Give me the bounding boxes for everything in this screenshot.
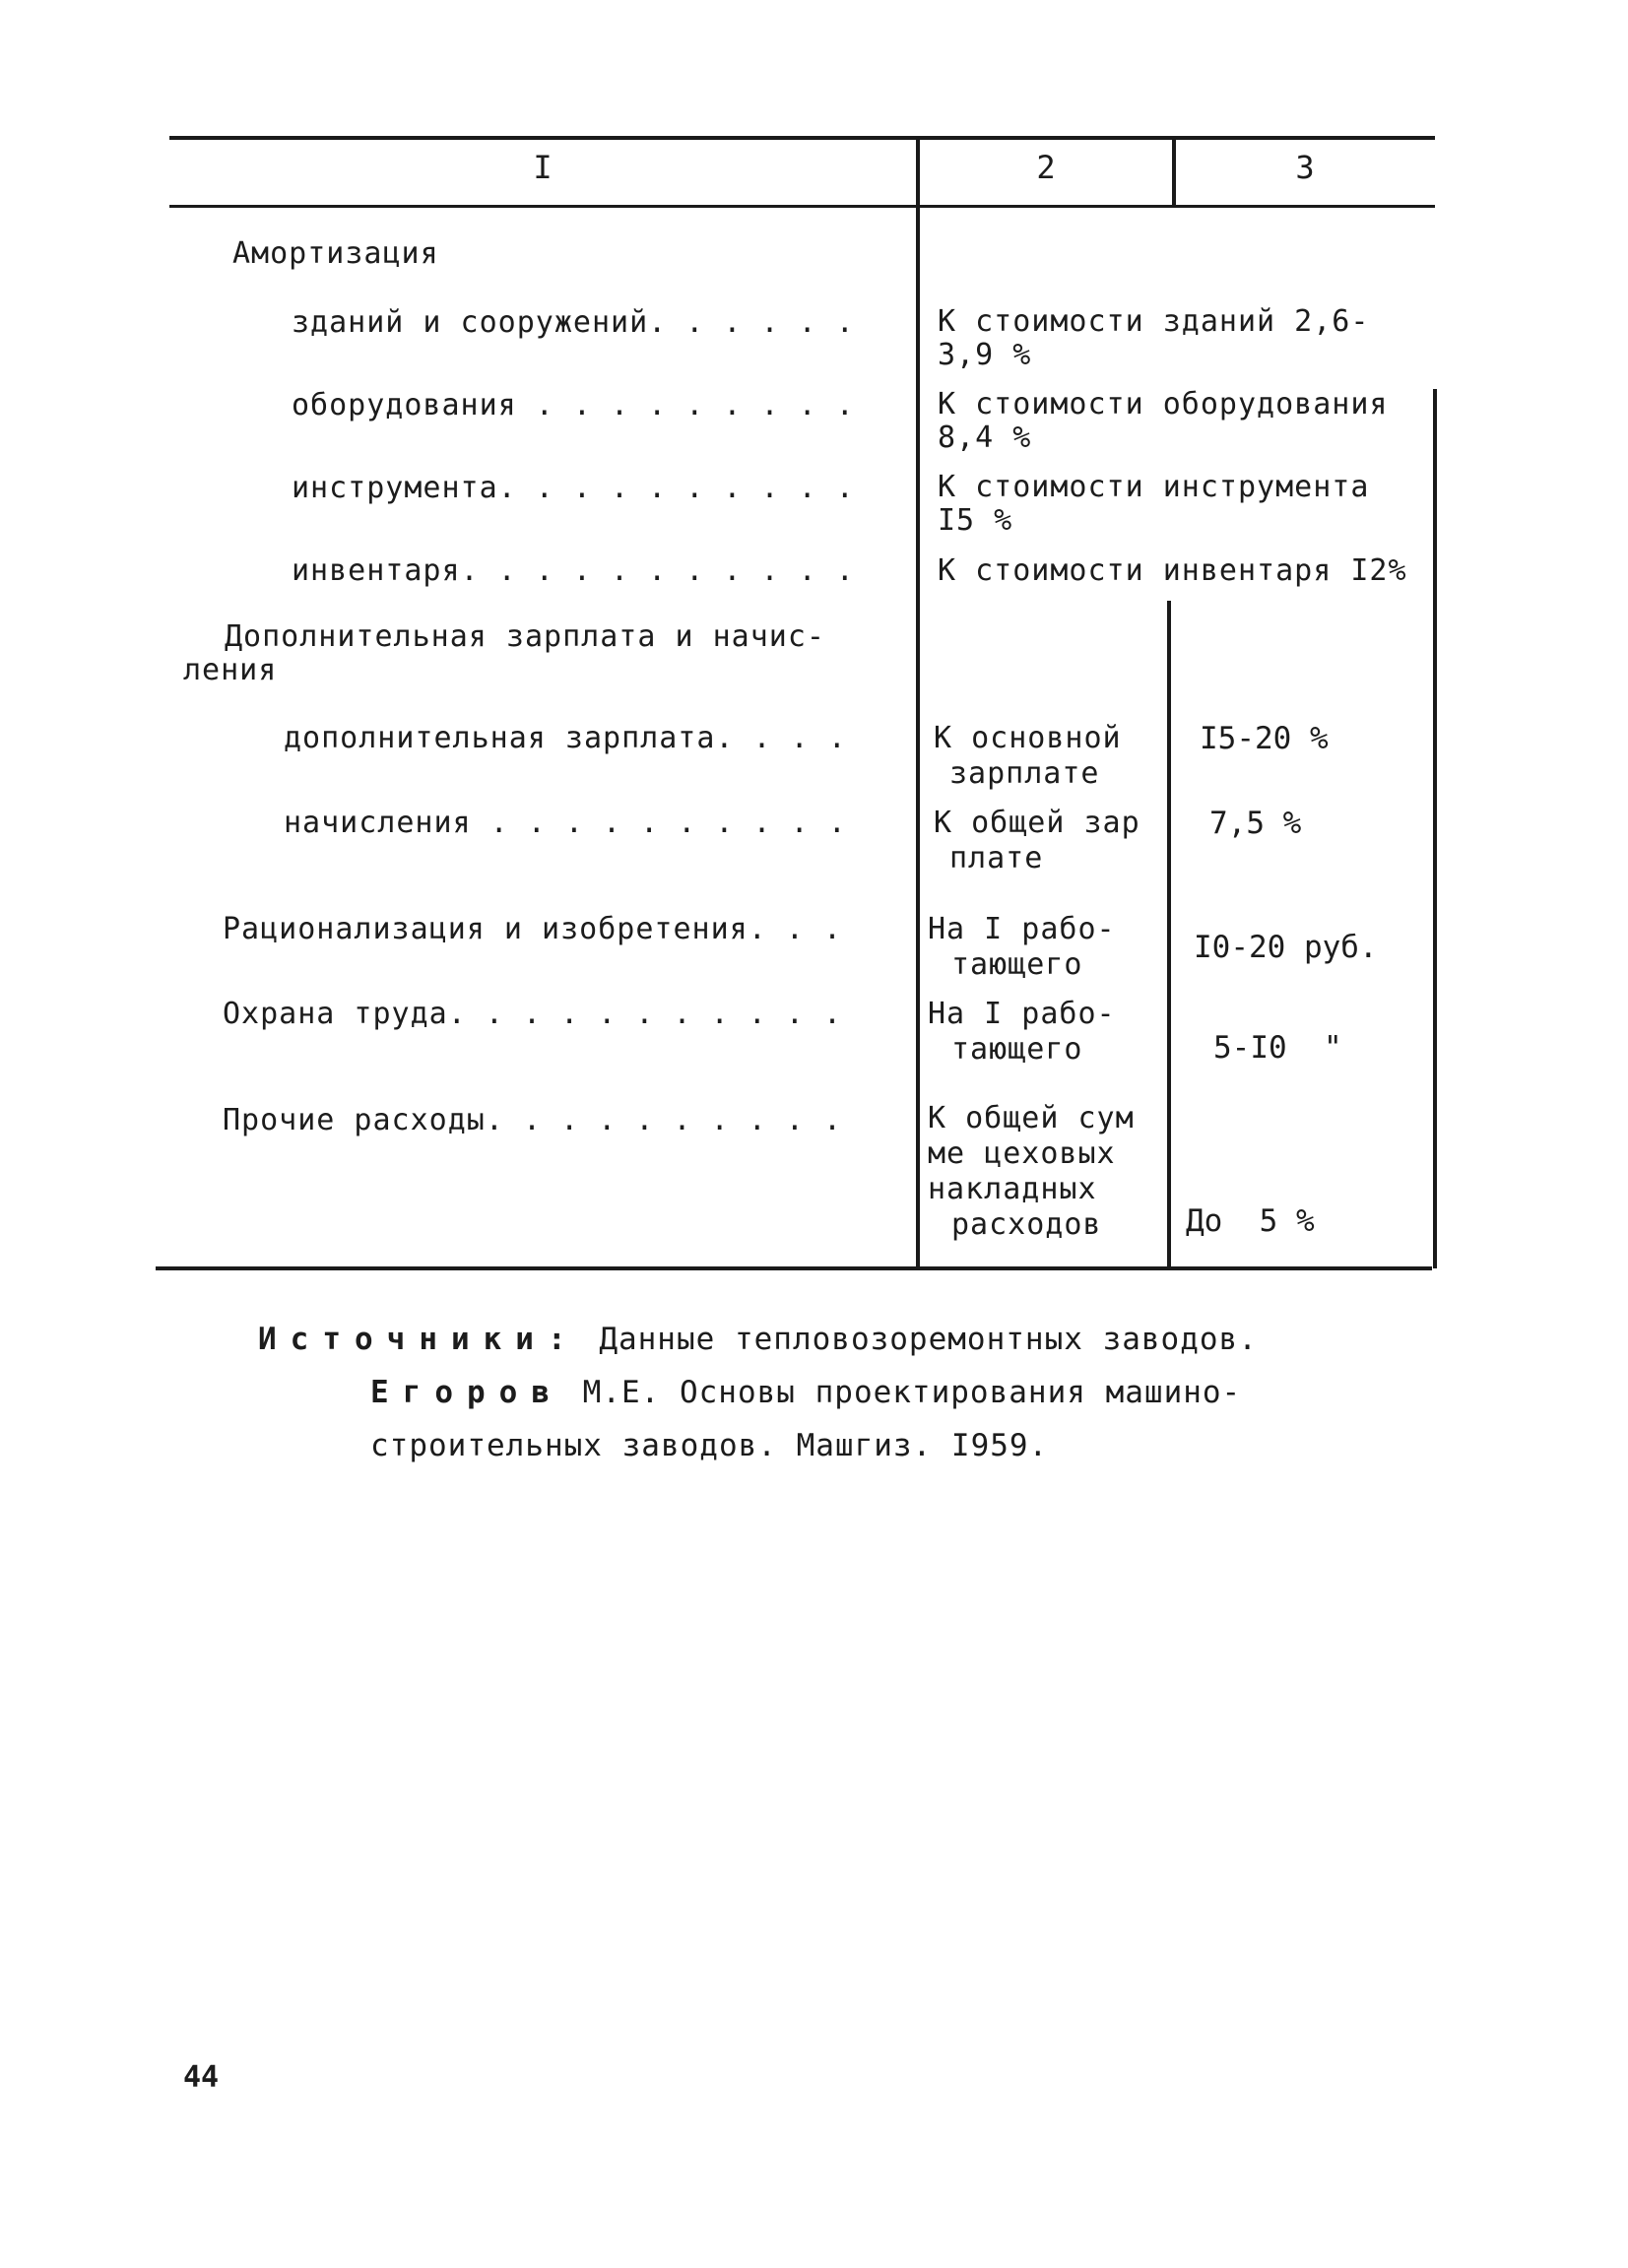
row-name-rationalization: Рационализация и изобретения. . . (223, 912, 843, 946)
row-basis-equipment: К стоимости оборудования 8,4 % (938, 387, 1389, 455)
row-value-other-expenses: До 5 % (1186, 1203, 1315, 1239)
row-value-labor-safety: 5-I0 " (1213, 1030, 1342, 1066)
row-name-labor-safety: Охрана труда. . . . . . . . . . . (223, 997, 843, 1031)
section-label-extra-pay: Дополнительная зарплата и начис- ления (183, 619, 825, 687)
column-header-3: 3 (1295, 149, 1315, 186)
row-basis-buildings: К стоимости зданий 2,6- 3,9 % (938, 304, 1370, 372)
page-number: 44 (183, 2060, 220, 2095)
row-name-other-expenses: Прочие расходы. . . . . . . . . . (223, 1103, 843, 1137)
row-basis-charges: К общей зар плате (934, 806, 1140, 875)
row-basis-other-expenses: К общей сум ме цеховых накладных расходов (928, 1101, 1135, 1242)
row-basis-tools: К стоимости инструмента I5 % (938, 470, 1370, 538)
row-name-charges: начисления . . . . . . . . . . (284, 806, 847, 840)
column-1-divider (916, 136, 920, 1268)
row-name-buildings: зданий и сооружений. . . . . . (292, 305, 855, 340)
table-top-rule (169, 136, 1435, 140)
sources-label: Источники: (258, 1322, 580, 1357)
column-2-divider-lower (1167, 601, 1171, 1268)
section-label-amortization: Амортизация (232, 236, 439, 271)
row-basis-rationalization: На I рабо- тающего (928, 912, 1116, 982)
sources-line-3: строительных заводов. Машгиз. I959. (370, 1428, 1049, 1463)
sources-line-2: Егоров М.Е. Основы проектирования машино- (370, 1375, 1242, 1410)
row-name-equipment: оборудования . . . . . . . . . (292, 388, 855, 422)
row-value-charges: 7,5 % (1209, 806, 1302, 841)
sources-author: Егоров (370, 1375, 563, 1410)
column-header-1: I (533, 149, 553, 186)
row-basis-extra-salary: К основной зарплате (934, 721, 1122, 791)
sources-line-1: Источники: Данные тепловозоремонтных заводов. (258, 1322, 1258, 1357)
header-bottom-rule (169, 205, 1435, 208)
table-right-border (1433, 389, 1437, 1268)
row-basis-labor-safety: На I рабо- тающего (928, 997, 1116, 1067)
row-value-extra-salary: I5-20 % (1200, 721, 1329, 756)
row-name-inventory: инвентаря. . . . . . . . . . . (292, 553, 855, 588)
row-value-rationalization: I0-20 руб. (1194, 930, 1378, 965)
row-name-extra-salary: дополнительная зарплата. . . . (284, 721, 847, 755)
row-basis-inventory: К стоимости инвентаря I2% (938, 553, 1407, 588)
table-bottom-rule (156, 1266, 1432, 1270)
column-header-2: 2 (1036, 149, 1056, 186)
row-name-tools: инструмента. . . . . . . . . . (292, 471, 855, 505)
